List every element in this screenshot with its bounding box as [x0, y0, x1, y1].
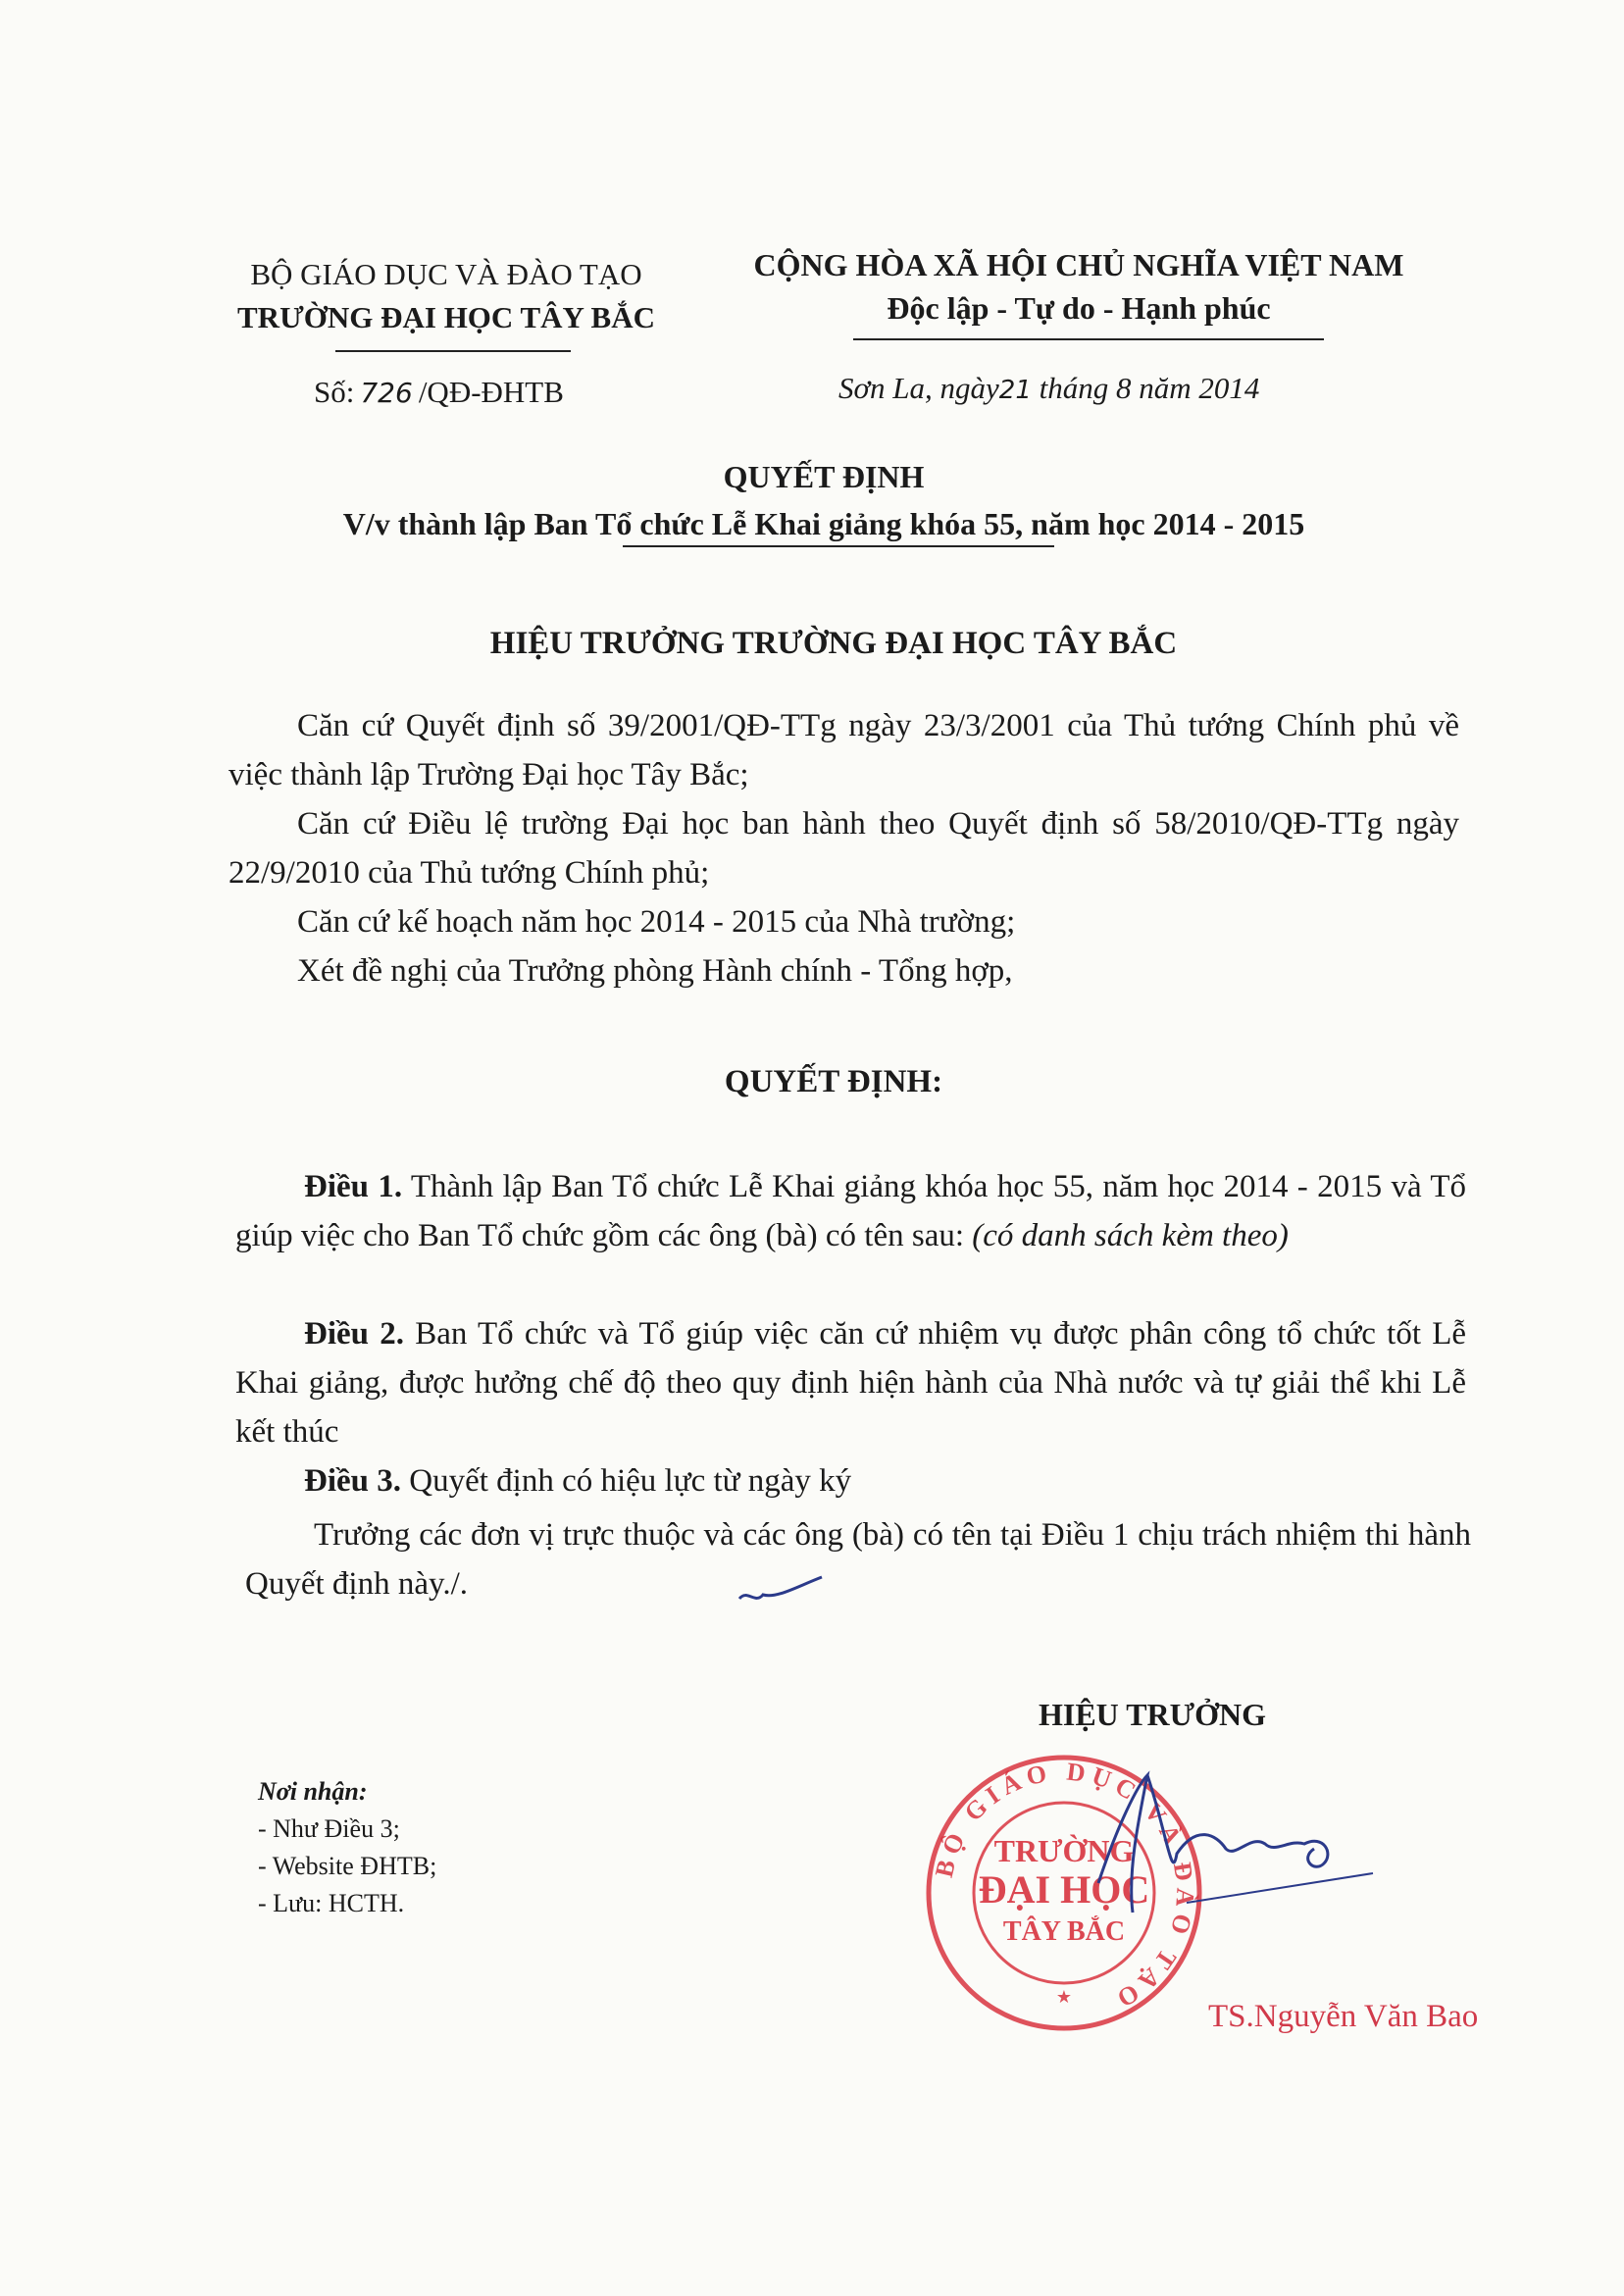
issuer-underline — [335, 350, 571, 352]
end-mark-flourish-icon — [737, 1569, 826, 1608]
place-date-prefix: Sơn La, ngày — [838, 371, 999, 405]
article-2 — [235, 1309, 1466, 1456]
recipients-label: Nơi nhận: — [258, 1777, 368, 1806]
recipient-item: - Như Điều 3; — [258, 1814, 400, 1843]
recipients-block — [258, 1773, 436, 1922]
university-name: TRƯỜNG ĐẠI HỌC TÂY BẮC — [237, 300, 655, 334]
basis-2: Căn cứ Điều lệ trường Đại học ban hành theo Quyết định số 58/2010/QĐ-TTg ngày 22/9/2010 của Thủ tướng Chính phủ; — [228, 806, 1459, 891]
stamp-ring-text: BỘ GIÁO DỤC VÀ ĐÀO TẠO — [929, 1757, 1200, 2016]
closing-paragraph: Trưởng các đơn vị trực thuộc và các ông (bà) có tên tại Điều 1 chịu trách nhiệm thi hành Quyết định này./. — [245, 1517, 1471, 1602]
article-1 — [235, 1162, 1466, 1260]
place-date-rest: tháng 8 năm 2014 — [1039, 371, 1260, 405]
article-2-label: Điều 2. — [304, 1316, 404, 1352]
article-2-text: Ban Tổ chức và Tổ giúp việc căn cứ nhiệm vụ được phân công tổ chức tốt Lễ Khai giảng, được hưởng chế độ theo quy định hiện hành của Nhà nước và tự giải thể khi Lễ kết thúc — [235, 1316, 1467, 1450]
motto-underline — [853, 338, 1324, 340]
document-title-block — [235, 453, 1412, 547]
stamp-line-1: TRƯỜNG — [993, 1833, 1135, 1868]
article-1-text: Thành lập Ban Tổ chức Lễ Khai giảng khóa học 55, năm học 2014 - 2015 và Tổ giúp việc cho Ban Tổ chức gồm các ông (bà) có tên sau: — [235, 1169, 1467, 1253]
decision-heading: QUYẾT ĐỊNH: — [724, 1064, 943, 1099]
document-subject: V/v thành lập Ban Tổ chức Lễ Khai giảng khóa 55, năm học 2014 - 2015 — [342, 506, 1305, 541]
national-heading — [706, 243, 1451, 330]
doc-number-prefix: Số: — [314, 375, 355, 409]
subject-underline — [623, 545, 1054, 547]
doc-number-handwritten: 726 — [360, 377, 413, 409]
basis-4: Xét đề nghị của Trưởng phòng Hành chính - Tổng hợp, — [297, 953, 1013, 989]
doc-number-suffix: /QĐ-ĐHTB — [418, 375, 564, 409]
republic-name: CỘNG HÒA XÃ HỘI CHỦ NGHĨA VIỆT NAM — [753, 247, 1404, 282]
ministry-name: BỘ GIÁO DỤC VÀ ĐÀO TẠO — [250, 257, 642, 291]
article-3 — [235, 1456, 1466, 1505]
issuer-block — [181, 253, 711, 339]
document-number — [314, 375, 564, 410]
article-3-label: Điều 3. — [304, 1463, 401, 1499]
basis-1: Căn cứ Quyết định số 39/2001/QĐ-TTg ngày 23/3/2001 của Thủ tướng Chính phủ về việc thành lập Trường Đại học Tây Bắc; — [228, 708, 1459, 792]
stamp-line-2: ĐẠI HỌC — [978, 1867, 1150, 1912]
signature-icon — [1079, 1765, 1393, 1932]
document-type: QUYẾT ĐỊNH — [723, 459, 925, 494]
signer-title: HIỆU TRƯỞNG — [1038, 1697, 1267, 1732]
signer-name: TS.Nguyễn Văn Bao — [1208, 1999, 1479, 2034]
recipient-item: - Lưu: HCTH. — [258, 1889, 405, 1917]
date-day-handwritten: 21 — [998, 376, 1032, 405]
stamp-line-3: TÂY BẮC — [1002, 1916, 1126, 1947]
article-3-text: Quyết định có hiệu lực từ ngày ký — [409, 1463, 852, 1499]
basis-3: Căn cứ kế hoạch năm học 2014 - 2015 của Nhà trường; — [297, 904, 1016, 940]
recipient-item: - Website ĐHTB; — [258, 1852, 437, 1880]
issuing-authority: HIỆU TRƯỞNG TRƯỜNG ĐẠI HỌC TÂY BẮC — [489, 626, 1178, 661]
place-and-date — [838, 371, 1259, 406]
svg-text:★: ★ — [1055, 1987, 1073, 2008]
national-motto: Độc lập - Tự do - Hạnh phúc — [887, 290, 1271, 326]
article-1-label: Điều 1. — [304, 1169, 403, 1204]
article-1-note: (có danh sách kèm theo) — [972, 1218, 1289, 1253]
